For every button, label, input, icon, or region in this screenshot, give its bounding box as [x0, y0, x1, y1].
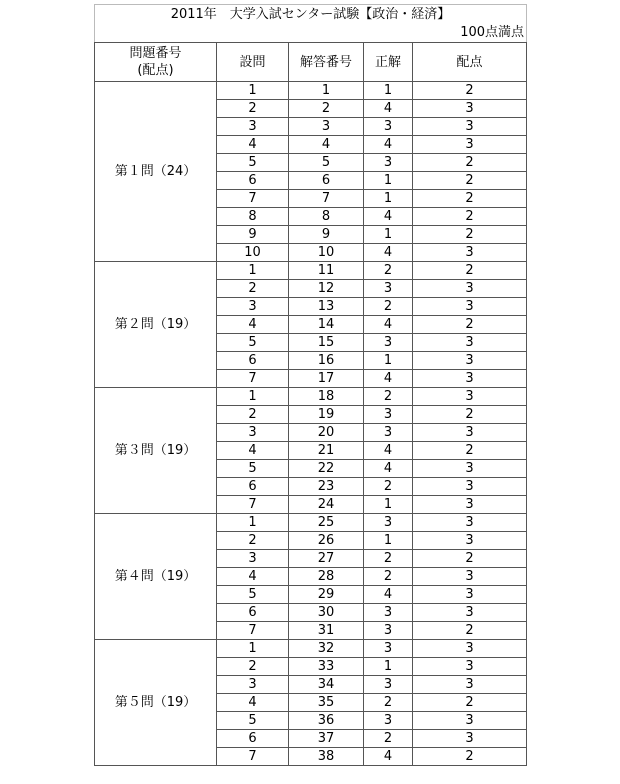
answer-table-body	[95, 82, 527, 766]
correct-answer-cell: 3	[364, 334, 413, 352]
sub-question-cell: 7	[217, 190, 289, 208]
points-cell: 3	[413, 352, 527, 370]
answer-table	[94, 4, 527, 766]
answer-number-cell: 8	[289, 208, 364, 226]
correct-answer-cell: 1	[364, 352, 413, 370]
correct-answer-cell: 2	[364, 730, 413, 748]
answer-number-cell: 30	[289, 604, 364, 622]
points-cell: 3	[413, 496, 527, 514]
sub-question-cell: 3	[217, 550, 289, 568]
sub-question-cell: 6	[217, 172, 289, 190]
points-cell: 3	[413, 460, 527, 478]
points-cell: 2	[413, 172, 527, 190]
points-cell: 2	[413, 550, 527, 568]
sub-question-cell: 7	[217, 496, 289, 514]
answer-number-cell: 32	[289, 640, 364, 658]
correct-answer-cell: 4	[364, 208, 413, 226]
sub-question-cell: 5	[217, 586, 289, 604]
answer-number-cell: 11	[289, 262, 364, 280]
points-cell: 2	[413, 262, 527, 280]
sub-question-cell: 1	[217, 82, 289, 100]
points-cell: 3	[413, 658, 527, 676]
correct-answer-cell: 3	[364, 604, 413, 622]
points-cell: 2	[413, 154, 527, 172]
correct-answer-cell: 1	[364, 82, 413, 100]
answer-number-cell: 9	[289, 226, 364, 244]
answer-number-cell: 37	[289, 730, 364, 748]
sub-question-cell: 5	[217, 712, 289, 730]
correct-answer-cell: 3	[364, 406, 413, 424]
points-cell: 3	[413, 568, 527, 586]
section-label: 第４問（19）	[95, 514, 217, 640]
points-cell: 3	[413, 586, 527, 604]
answer-number-cell: 14	[289, 316, 364, 334]
sub-question-cell: 7	[217, 370, 289, 388]
table-row	[95, 388, 527, 406]
correct-answer-cell: 4	[364, 316, 413, 334]
sub-question-cell: 2	[217, 280, 289, 298]
correct-answer-cell: 2	[364, 388, 413, 406]
header-question-group-line2: (配点)	[137, 63, 174, 78]
answer-number-cell: 13	[289, 298, 364, 316]
sub-question-cell: 3	[217, 298, 289, 316]
sub-question-cell: 3	[217, 424, 289, 442]
points-cell: 3	[413, 280, 527, 298]
sub-question-cell: 1	[217, 262, 289, 280]
answer-number-cell: 4	[289, 136, 364, 154]
header-question-group-line1: 問題番号	[129, 46, 182, 61]
answer-number-cell: 18	[289, 388, 364, 406]
sub-question-cell: 3	[217, 676, 289, 694]
sub-question-cell: 5	[217, 334, 289, 352]
correct-answer-cell: 3	[364, 514, 413, 532]
answer-number-cell: 29	[289, 586, 364, 604]
points-cell: 3	[413, 532, 527, 550]
answer-number-cell: 20	[289, 424, 364, 442]
sub-question-cell: 10	[217, 244, 289, 262]
points-cell: 3	[413, 478, 527, 496]
answer-number-cell: 6	[289, 172, 364, 190]
points-cell: 2	[413, 622, 527, 640]
sub-question-cell: 2	[217, 406, 289, 424]
sub-question-cell: 6	[217, 604, 289, 622]
points-cell: 3	[413, 100, 527, 118]
correct-answer-cell: 3	[364, 118, 413, 136]
sub-question-cell: 2	[217, 532, 289, 550]
points-cell: 3	[413, 118, 527, 136]
answer-number-cell: 36	[289, 712, 364, 730]
header-sub-question: 設問	[217, 43, 289, 82]
points-cell: 2	[413, 748, 527, 766]
points-cell: 3	[413, 712, 527, 730]
correct-answer-cell: 4	[364, 748, 413, 766]
answer-number-cell: 2	[289, 100, 364, 118]
header-correct: 正解	[364, 43, 413, 82]
points-cell: 3	[413, 676, 527, 694]
answer-number-cell: 19	[289, 406, 364, 424]
correct-answer-cell: 4	[364, 460, 413, 478]
answer-number-cell: 16	[289, 352, 364, 370]
answer-number-cell: 10	[289, 244, 364, 262]
points-cell: 2	[413, 442, 527, 460]
answer-number-cell: 17	[289, 370, 364, 388]
answer-number-cell: 26	[289, 532, 364, 550]
correct-answer-cell: 4	[364, 100, 413, 118]
sub-question-cell: 5	[217, 154, 289, 172]
answer-number-cell: 24	[289, 496, 364, 514]
header-answer-number: 解答番号	[289, 43, 364, 82]
points-cell: 3	[413, 298, 527, 316]
points-cell: 3	[413, 244, 527, 262]
sub-question-cell: 4	[217, 136, 289, 154]
sub-question-cell: 6	[217, 478, 289, 496]
correct-answer-cell: 4	[364, 136, 413, 154]
table-row	[95, 640, 527, 658]
points-cell: 3	[413, 388, 527, 406]
sub-question-cell: 4	[217, 442, 289, 460]
correct-answer-cell: 1	[364, 190, 413, 208]
answer-number-cell: 7	[289, 190, 364, 208]
total-points: 100点満点	[95, 23, 527, 43]
correct-answer-cell: 4	[364, 586, 413, 604]
sub-question-cell: 2	[217, 100, 289, 118]
sub-question-cell: 7	[217, 748, 289, 766]
answer-number-cell: 28	[289, 568, 364, 586]
points-cell: 3	[413, 424, 527, 442]
answer-number-cell: 21	[289, 442, 364, 460]
correct-answer-cell: 2	[364, 694, 413, 712]
points-cell: 2	[413, 82, 527, 100]
correct-answer-cell: 2	[364, 262, 413, 280]
points-cell: 3	[413, 514, 527, 532]
correct-answer-cell: 1	[364, 658, 413, 676]
section-label: 第３問（19）	[95, 388, 217, 514]
points-cell: 2	[413, 190, 527, 208]
sub-question-cell: 3	[217, 118, 289, 136]
correct-answer-cell: 3	[364, 154, 413, 172]
points-cell: 3	[413, 136, 527, 154]
sub-question-cell: 1	[217, 640, 289, 658]
answer-number-cell: 31	[289, 622, 364, 640]
correct-answer-cell: 2	[364, 298, 413, 316]
section-label: 第１問（24）	[95, 82, 217, 262]
points-cell: 2	[413, 226, 527, 244]
answer-number-cell: 27	[289, 550, 364, 568]
answer-number-cell: 23	[289, 478, 364, 496]
sub-question-cell: 9	[217, 226, 289, 244]
correct-answer-cell: 4	[364, 244, 413, 262]
points-cell: 3	[413, 370, 527, 388]
sub-question-cell: 6	[217, 730, 289, 748]
answer-number-cell: 12	[289, 280, 364, 298]
points-cell: 3	[413, 604, 527, 622]
correct-answer-cell: 4	[364, 370, 413, 388]
correct-answer-cell: 3	[364, 280, 413, 298]
table-row	[95, 262, 527, 280]
points-cell: 2	[413, 208, 527, 226]
points-cell: 2	[413, 406, 527, 424]
table-row	[95, 514, 527, 532]
correct-answer-cell: 3	[364, 640, 413, 658]
section-label: 第２問（19）	[95, 262, 217, 388]
header-points: 配点	[413, 43, 527, 82]
answer-number-cell: 25	[289, 514, 364, 532]
answer-number-cell: 15	[289, 334, 364, 352]
sub-question-cell: 7	[217, 622, 289, 640]
correct-answer-cell: 2	[364, 568, 413, 586]
points-cell: 3	[413, 640, 527, 658]
sub-question-cell: 5	[217, 460, 289, 478]
sub-question-cell: 1	[217, 388, 289, 406]
points-cell: 3	[413, 334, 527, 352]
section-label: 第５問（19）	[95, 640, 217, 766]
header-question-group	[95, 43, 217, 82]
points-cell: 2	[413, 694, 527, 712]
answer-number-cell: 1	[289, 82, 364, 100]
answer-number-cell: 34	[289, 676, 364, 694]
sub-question-cell: 2	[217, 658, 289, 676]
answer-number-cell: 38	[289, 748, 364, 766]
answer-number-cell: 3	[289, 118, 364, 136]
correct-answer-cell: 3	[364, 424, 413, 442]
sub-question-cell: 4	[217, 568, 289, 586]
correct-answer-cell: 3	[364, 622, 413, 640]
points-cell: 3	[413, 730, 527, 748]
correct-answer-cell: 1	[364, 172, 413, 190]
sub-question-cell: 1	[217, 514, 289, 532]
answer-number-cell: 5	[289, 154, 364, 172]
sub-question-cell: 6	[217, 352, 289, 370]
sub-question-cell: 4	[217, 694, 289, 712]
sub-question-cell: 8	[217, 208, 289, 226]
correct-answer-cell: 3	[364, 712, 413, 730]
answer-number-cell: 35	[289, 694, 364, 712]
answer-number-cell: 33	[289, 658, 364, 676]
correct-answer-cell: 2	[364, 478, 413, 496]
page-title: 2011年 大学入試センター試験【政治・経済】	[95, 5, 527, 24]
correct-answer-cell: 1	[364, 226, 413, 244]
correct-answer-cell: 1	[364, 532, 413, 550]
correct-answer-cell: 1	[364, 496, 413, 514]
correct-answer-cell: 3	[364, 676, 413, 694]
table-row	[95, 82, 527, 100]
points-cell: 2	[413, 316, 527, 334]
sub-question-cell: 4	[217, 316, 289, 334]
answer-number-cell: 22	[289, 460, 364, 478]
answer-sheet	[94, 4, 526, 766]
correct-answer-cell: 2	[364, 550, 413, 568]
correct-answer-cell: 4	[364, 442, 413, 460]
